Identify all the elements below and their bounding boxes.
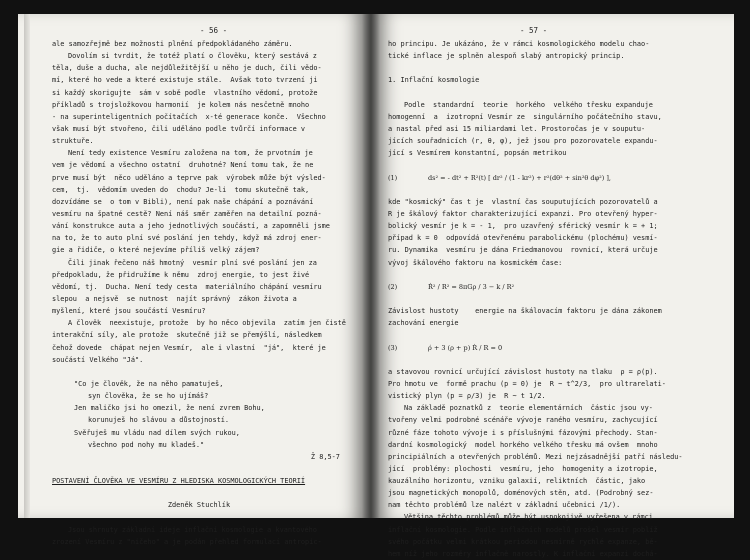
- text-line: Není tedy existence Vesmíru založena na tom, že prvotním je: [68, 149, 313, 158]
- page-number: - 56 -: [200, 26, 228, 35]
- text-line: příkladů s trojsložkovou harmonií je kolem nás nesčetně mnoho: [52, 100, 310, 109]
- equation-friedman: [388, 281, 683, 293]
- text-line: dardní kosmologický model horkého velkého třesku má ovšem mnoho: [388, 440, 658, 449]
- right-page: [370, 14, 734, 558]
- text-line: svého počátku velmi krátkou periodou nesmírně rychlé expanze, bě-: [388, 537, 658, 546]
- equation-metric: [388, 172, 683, 184]
- equation-number: (1): [388, 173, 398, 182]
- text-line: součástí Velkého "Já".: [52, 355, 144, 364]
- text-line: inflační kosmologie. Podle inflačních modelů prošel vesmír poblíž: [388, 525, 658, 534]
- section-heading: 1. Inflační kosmologie: [388, 76, 480, 85]
- text-line: vědomí, tj. Ducha. Není tedy cesta materiálního chápání vesmíru: [52, 282, 322, 291]
- blank-line: [388, 159, 683, 171]
- text-line: prve musí být něco uděláno a teprve pak výrobek může být výsled-: [52, 173, 326, 182]
- section-title: POSTAVENÍ ČLOVĚKA VE VESMÍRU Z HLEDISKA KOSMOLOGICKÝCH TEORIÍ: [52, 477, 306, 486]
- equation-energy: [388, 342, 683, 354]
- text-line: zrození Vesmíru z "ničeho" a je podán přehled formulací antropic-: [52, 537, 322, 546]
- page-edge-stack: [24, 14, 30, 518]
- text-line: nam těchto problémů lze nalézt v základní učebnici /1/).: [388, 501, 621, 510]
- text-line: případ k = 0 odpovídá otevřenému parabolickému (plochému) vesmí-: [388, 234, 658, 243]
- blank-line: [388, 62, 683, 74]
- blank-line: [52, 511, 346, 523]
- blank-line: [388, 269, 683, 281]
- text-line: ru. Dynamika vesmíru je dána Friedmanovou rovnicí, která určuje: [388, 246, 658, 255]
- text-line: hem níž jeho rozměry inflačně narostly. K inflační expanzi dochá-: [388, 549, 658, 558]
- text-line: a nastal před asi 15 miliardami let. Prostoročas je v souputu-: [388, 124, 646, 133]
- text-line: bolický vesmír je k = - 1, pro uzavřený sférický vesmír k = + 1;: [388, 222, 658, 231]
- text-line: interakční síly, ale protože skutečně již se přemýšlí, následkem: [52, 331, 322, 340]
- text-line: tické inflace je splněn alespoň slabý antropický princip.: [388, 52, 625, 61]
- left-page: [18, 14, 370, 546]
- blank-line: [388, 184, 683, 196]
- author-name: Zdeněk Stuchlík: [167, 501, 231, 510]
- text-line: však musí být stvořeno, čili uděláno podle tvůrčí informace v: [52, 124, 306, 133]
- text-line: R je škálový faktor charakterizující expanzi. Pro otevřený hyper-: [388, 209, 658, 218]
- equation-number: (3): [388, 343, 398, 352]
- blank-line: [388, 329, 683, 341]
- text-line: Většina těchto problémů může být uspokojivě vyřešena v rámci: [404, 513, 653, 522]
- poem-line: korunuješ ho slávou a důstojností.: [88, 416, 230, 425]
- text-line: mí, které ho vede a které existuje stále. Avšak toto tvrzení ji: [52, 76, 318, 85]
- blank-line: [52, 487, 346, 499]
- text-line: principiálních a otevřených problémů. Mezi nejzásadnější patří následu-: [388, 452, 683, 461]
- text-line: zachování energie: [388, 319, 459, 328]
- text-line: jících souřadnicích (r, θ, φ), jež jsou pro pozorovatele expandu-: [388, 137, 658, 146]
- text-line: čehož dovede chápat nejen Vesmír, ale i vlastní "já", které je: [52, 343, 326, 352]
- blank-line: [388, 354, 683, 366]
- text-line: struktuře.: [52, 137, 94, 146]
- text-line: Na základě poznatků z teorie elementárních částic jsou vy-: [404, 404, 653, 413]
- text-line: vistický plyn (p = ρ/3) je R ~ t 1/2.: [388, 392, 546, 401]
- text-line: vem je vědomí a všechno ostatní druhotné? Není tomu tak, že ne: [52, 161, 314, 170]
- text-line: gie a řidiče, o které nejevíme příliš velký zájem?: [52, 246, 260, 255]
- text-line: kauzálního horizontu, vzniku galaxií, reliktních částic, jako: [388, 477, 646, 486]
- blank-line: [388, 87, 683, 99]
- text-line: slepou a nejsvě se nutnost najít správný zákon života a: [52, 294, 297, 303]
- text-line: vývoj škálového faktoru na kosmickém čase:: [388, 258, 563, 267]
- equation-number: (2): [388, 282, 398, 291]
- poem-reference: Ž 8,5-7: [310, 452, 340, 461]
- blank-line: [52, 463, 346, 475]
- equation-body: ds² = - dt² + R²(t) [ dr² / (1 - kr²) + r²(dθ² + sin²θ dφ²) ],: [428, 173, 611, 182]
- left-page-text: [52, 38, 346, 548]
- text-line: ho principu. Je ukázáno, že v rámci kosmologického modelu chao-: [388, 40, 650, 48]
- text-line: Závislost hustoty energie na škálovacím faktoru je dána zákonem: [388, 307, 662, 316]
- blank-line: [388, 293, 683, 305]
- text-line: A člověk neexistuje, protože by ho něco objevila zatím jen čistě: [68, 319, 346, 328]
- text-line: Jsou shrnuty základní ideje inflační kosmologie a kvantového: [68, 525, 317, 534]
- text-line: Čili jinak řečeno náš hmotný vesmír plní své poslání jen za: [68, 258, 317, 267]
- text-line: jící problémy: plochosti vesmíru, jeho homogenity a izotropie,: [388, 464, 658, 473]
- equation-body: Ṙ² / R² = 8πGρ / 3 − k / R²: [428, 282, 515, 291]
- right-page-text: [388, 38, 683, 560]
- text-line: myšlení, které jsou součástí Vesmíru?: [52, 307, 206, 316]
- text-line: a stavovou rovnicí určující závislost hustoty na tlaku ρ = ρ(p).: [388, 367, 658, 376]
- poem-line: "Co je člověk, že na něho pamatuješ,: [74, 379, 224, 388]
- text-line: Podle standardní teorie horkého velkého třesku expanduje: [404, 100, 653, 109]
- poem-line: syn člověka, že se ho ujímáš?: [88, 392, 209, 401]
- text-line: vání konstrukce auta a jeho jednotlivých součástí, a zapomněli jsme: [52, 222, 330, 231]
- page-number: - 57 -: [520, 26, 548, 35]
- equation-body: ρ̇ + 3 (ρ + p) Ṙ / R = 0: [428, 343, 503, 352]
- text-line: tvořeny velmi podrobné scénáře vývoje raného vesmíru, zachycující: [388, 416, 658, 425]
- text-line: různé fáze tohoto vývoje i s příslušnými fázovými přechody. Stan-: [388, 428, 658, 437]
- text-line: těla, duše a ducha, ale nejdůležitější u něho je duch, čili vědo-: [52, 64, 322, 73]
- text-line: kde "kosmický" čas t je vlastní čas souputujících pozorovatelů a: [388, 197, 658, 206]
- book-gutter: [362, 14, 380, 518]
- blank-line: [52, 366, 346, 378]
- text-line: jsou magnetických monopolů, doménových stěn, atd. (Podrobný sez-: [388, 489, 654, 498]
- text-line: homogenní a izotropní Vesmír ze singulárního počátečního stavu,: [388, 112, 662, 121]
- poem-line: Jen maličko jsi ho omezil, že není zvrem Bohu,: [74, 404, 265, 413]
- text-line: na to, že to auto plní své poslání jen tehdy, když má zdroj ener-: [52, 234, 322, 243]
- poem-line: všechno pod nohy mu kladeš.": [88, 440, 205, 449]
- text-line: dozvídáme se o tom v Bibli), není pak naše chápání a poznávání: [52, 197, 314, 206]
- text-line: cem, tj. vědomím uveden do chodu? Je-li tomu skutečně tak,: [52, 185, 310, 194]
- text-line: Pro hmotu ve formě prachu (p = 0) je R ~ t^2/3, pro ultrarelati-: [388, 379, 666, 388]
- text-line: jící s Vesmírem konstantní, popsán metrikou: [388, 149, 567, 158]
- text-line: ale samozřejmě bez možnosti plnění předpokládaného záměru.: [52, 40, 293, 48]
- text-line: vesmíru na špatné cestě? Není náš směr zaměřen na detailní pozná-: [52, 209, 322, 218]
- text-line: předpokladu, že přidružíme k němu zdroj energie, to jest živé: [52, 270, 310, 279]
- poem-line: Svěřuješ mu vládu nad dílem svých rukou,: [74, 428, 240, 437]
- text-line: - na superinteligentních počítačích x-té generace konče. Všechno: [52, 112, 326, 121]
- text-line: si každý skorigujte sám v sobě podle vlastního vědomí, protože: [52, 88, 318, 97]
- text-line: Dovolím si tvrdit, že totéž platí o člověku, který sestává z: [68, 52, 317, 61]
